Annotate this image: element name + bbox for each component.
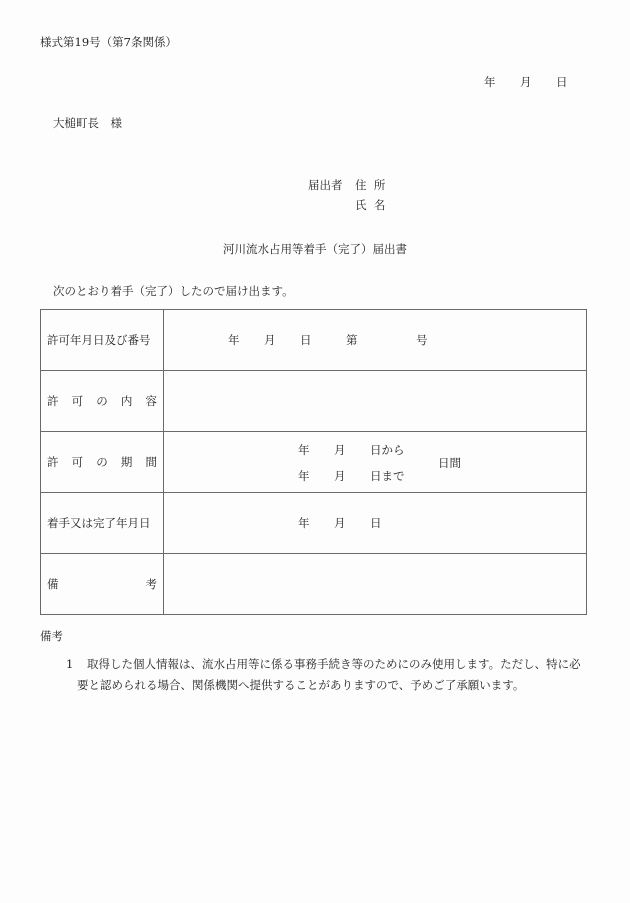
label-remarks: 備 考 bbox=[47, 577, 157, 591]
start-completion-date-field[interactable]: 年 月 日 bbox=[164, 493, 587, 554]
remarks-heading: 備考 bbox=[40, 629, 63, 643]
applicant-block bbox=[308, 175, 385, 215]
address-label: 住 所 bbox=[355, 178, 386, 192]
remarks-field[interactable] bbox=[164, 554, 587, 615]
period-duration: 日間 bbox=[438, 456, 461, 470]
date-year: 年 bbox=[484, 75, 496, 89]
table-row-permit-content bbox=[41, 371, 587, 432]
label-permit-date-number: 許可年月日及び番号 bbox=[41, 310, 164, 371]
label-permit-period: 許 可 の 期 間 bbox=[47, 455, 157, 469]
table-row-start-completion-date bbox=[41, 493, 587, 554]
period-to: 年 月 日まで bbox=[298, 469, 405, 483]
addressee: 大槌町長 様 bbox=[53, 116, 122, 130]
table-row-remarks bbox=[41, 554, 587, 615]
applicant-title: 届出者 bbox=[308, 178, 343, 192]
label-start-completion-date: 着手又は完了年月日 bbox=[41, 493, 164, 554]
date-month: 月 bbox=[520, 75, 532, 89]
date-day: 日 bbox=[556, 75, 568, 89]
form-table bbox=[40, 309, 587, 615]
period-from: 年 月 日から bbox=[298, 443, 405, 457]
permit-content-field[interactable] bbox=[164, 371, 587, 432]
remarks-note-1: 1 取得した個人情報は、流水占用等に係る事務手続き等のためにのみ使用します。ただし、特に必 要と認められる場合、関係機関へ提供することがありますので、予めご了承願います。 bbox=[66, 657, 581, 692]
form-number: 様式第19号（第7条関係） bbox=[40, 35, 177, 49]
permit-date-number-field[interactable]: 年 月 日 第 号 bbox=[164, 310, 587, 371]
intro-text: 次のとおり着手（完了）したので届け出ます。 bbox=[53, 284, 294, 298]
label-permit-content: 許 可 の 内 容 bbox=[47, 394, 157, 408]
permit-period-field[interactable] bbox=[164, 432, 587, 493]
document-title: 河川流水占用等着手（完了）届出書 bbox=[223, 242, 407, 256]
name-label: 氏 名 bbox=[355, 198, 386, 212]
table-row-permit-period bbox=[41, 432, 587, 493]
submission-date bbox=[484, 74, 568, 90]
table-row-permit-date-number bbox=[41, 310, 587, 371]
